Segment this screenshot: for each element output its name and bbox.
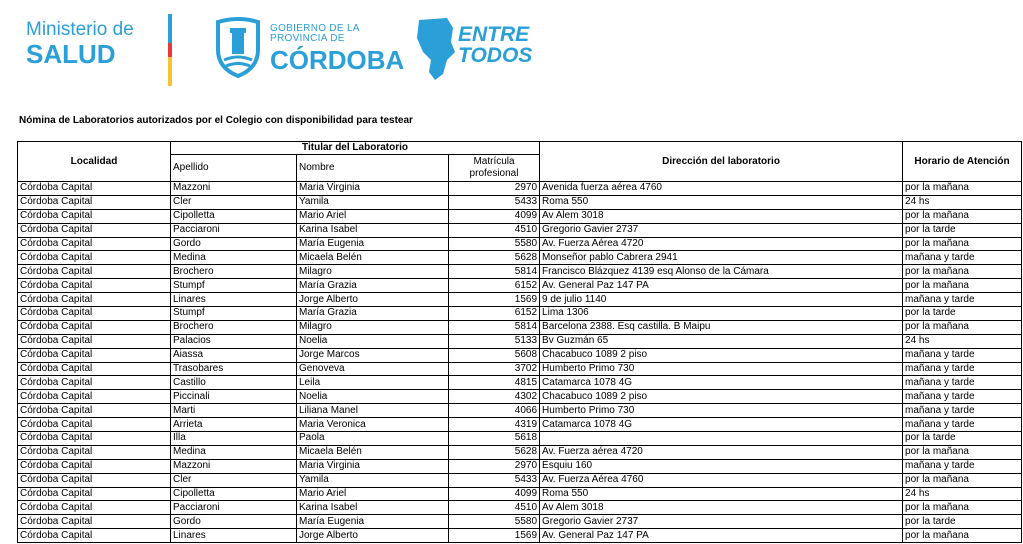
cell-localidad: Córdoba Capital	[18, 362, 171, 376]
cell-nombre: Genoveva	[297, 362, 449, 376]
cell-localidad: Córdoba Capital	[18, 265, 171, 279]
cell-apellido: Gordo	[171, 237, 297, 251]
table-row	[18, 445, 1022, 459]
cell-matricula: 4319	[449, 418, 540, 432]
cell-matricula: 4066	[449, 404, 540, 418]
cell-horario: por la mañana	[903, 279, 1022, 293]
cell-localidad: Córdoba Capital	[18, 390, 171, 404]
cell-localidad: Córdoba Capital	[18, 279, 171, 293]
cell-nombre: Karina Isabel	[297, 501, 449, 515]
cell-localidad: Córdoba Capital	[18, 223, 171, 237]
cell-localidad: Córdoba Capital	[18, 293, 171, 307]
ministerio-line2: SALUD	[26, 39, 116, 69]
cell-direccion: Av. Fuerza aérea 4720	[540, 445, 903, 459]
cordoba-wordmark: CÓRDOBA	[270, 45, 405, 75]
cell-horario: por la mañana	[903, 529, 1022, 543]
cell-nombre: María Eugenia	[297, 237, 449, 251]
cell-horario: por la mañana	[903, 445, 1022, 459]
table-row	[18, 473, 1022, 487]
cell-matricula: 4302	[449, 390, 540, 404]
cell-nombre: Maria Veronica	[297, 418, 449, 432]
cell-direccion	[540, 432, 903, 446]
cell-direccion: Roma 550	[540, 195, 903, 209]
table-row	[18, 293, 1022, 307]
cell-horario: por la mañana	[903, 501, 1022, 515]
cell-nombre: Micaela Belén	[297, 251, 449, 265]
cell-apellido: Cler	[171, 473, 297, 487]
table-row	[18, 404, 1022, 418]
cell-direccion: Avenida fuerza aérea 4760	[540, 182, 903, 196]
cell-direccion: Francisco Blázquez 4139 esq Alonso de la Cámara	[540, 265, 903, 279]
cell-horario: por la mañana	[903, 182, 1022, 196]
table-row	[18, 459, 1022, 473]
cell-apellido: Illa	[171, 432, 297, 446]
cell-horario: por la mañana	[903, 320, 1022, 334]
cell-apellido: Marti	[171, 404, 297, 418]
logo-divider	[168, 14, 172, 86]
ministerio-line1: Ministerio de	[26, 19, 134, 40]
table-row	[18, 348, 1022, 362]
cell-localidad: Córdoba Capital	[18, 320, 171, 334]
cell-horario: por la mañana	[903, 237, 1022, 251]
cell-direccion: Humberto Primo 730	[540, 404, 903, 418]
cell-matricula: 5814	[449, 265, 540, 279]
cell-nombre: Jorge Alberto	[297, 293, 449, 307]
cell-horario: mañana y tarde	[903, 404, 1022, 418]
cordoba-shield-icon	[210, 16, 266, 78]
cell-matricula: 2970	[449, 459, 540, 473]
cell-apellido: Mazzoni	[171, 182, 297, 196]
table-row	[18, 390, 1022, 404]
cell-horario: mañana y tarde	[903, 459, 1022, 473]
cell-direccion: Av. General Paz 147 PA	[540, 279, 903, 293]
header-titular: Titular del Laboratorio	[171, 142, 540, 155]
cell-nombre: Milagro	[297, 320, 449, 334]
cell-matricula: 5608	[449, 348, 540, 362]
cell-localidad: Córdoba Capital	[18, 237, 171, 251]
table-row	[18, 182, 1022, 196]
cell-apellido: Medina	[171, 445, 297, 459]
cell-horario: mañana y tarde	[903, 293, 1022, 307]
cell-matricula: 5580	[449, 237, 540, 251]
cell-matricula: 1569	[449, 529, 540, 543]
cell-matricula: 5628	[449, 251, 540, 265]
cell-direccion: Gregorio Gavier 2737	[540, 223, 903, 237]
cell-localidad: Córdoba Capital	[18, 529, 171, 543]
cell-direccion: Barcelona 2388. Esq castilla. B Maipu	[540, 320, 903, 334]
cell-nombre: Yamila	[297, 195, 449, 209]
cell-apellido: Brochero	[171, 320, 297, 334]
cell-nombre: Yamila	[297, 473, 449, 487]
cell-localidad: Córdoba Capital	[18, 418, 171, 432]
cell-direccion: Humberto Primo 730	[540, 362, 903, 376]
cell-apellido: Palacios	[171, 334, 297, 348]
table-row	[18, 195, 1022, 209]
cell-nombre: Mario Ariel	[297, 209, 449, 223]
cell-horario: por la mañana	[903, 473, 1022, 487]
cell-nombre: Paola	[297, 432, 449, 446]
cell-nombre: María Grazia	[297, 307, 449, 321]
cell-matricula: 5628	[449, 445, 540, 459]
cell-apellido: Gordo	[171, 515, 297, 529]
table-row	[18, 307, 1022, 321]
cell-matricula: 3702	[449, 362, 540, 376]
table-row	[18, 515, 1022, 529]
cell-matricula: 1569	[449, 293, 540, 307]
cell-apellido: Medina	[171, 251, 297, 265]
table-row	[18, 334, 1022, 348]
cell-nombre: María Eugenia	[297, 515, 449, 529]
cell-direccion: Bv Guzmán 65	[540, 334, 903, 348]
table-row	[18, 237, 1022, 251]
cell-horario: por la tarde	[903, 307, 1022, 321]
table-row	[18, 209, 1022, 223]
table-row	[18, 251, 1022, 265]
cell-direccion: Roma 550	[540, 487, 903, 501]
cell-horario: por la mañana	[903, 265, 1022, 279]
cell-localidad: Córdoba Capital	[18, 501, 171, 515]
cell-nombre: María Grazia	[297, 279, 449, 293]
cell-horario: mañana y tarde	[903, 348, 1022, 362]
cell-nombre: Liliana Manel	[297, 404, 449, 418]
cell-localidad: Córdoba Capital	[18, 515, 171, 529]
cell-localidad: Córdoba Capital	[18, 307, 171, 321]
table-row	[18, 223, 1022, 237]
page-header	[0, 0, 1023, 100]
cell-direccion: 9 de julio 1140	[540, 293, 903, 307]
header-nombre: Nombre	[297, 155, 449, 182]
cell-direccion: Av. General Paz 147 PA	[540, 529, 903, 543]
cell-matricula: 4815	[449, 376, 540, 390]
cell-localidad: Córdoba Capital	[18, 182, 171, 196]
cell-direccion: Gregorio Gavier 2737	[540, 515, 903, 529]
header-horario: Horario de Atención	[903, 142, 1022, 182]
cell-localidad: Córdoba Capital	[18, 348, 171, 362]
header-direccion: Dirección del laboratorio	[540, 142, 903, 182]
cell-nombre: Milagro	[297, 265, 449, 279]
cell-nombre: Maria Virginia	[297, 459, 449, 473]
header-matricula: Matrícula profesional	[449, 155, 540, 182]
cell-localidad: Córdoba Capital	[18, 404, 171, 418]
table-row	[18, 362, 1022, 376]
cell-localidad: Córdoba Capital	[18, 473, 171, 487]
table-row	[18, 418, 1022, 432]
todos-word: TODOS	[458, 44, 533, 67]
cell-horario: por la mañana	[903, 209, 1022, 223]
cell-horario: mañana y tarde	[903, 390, 1022, 404]
cell-nombre: Jorge Alberto	[297, 529, 449, 543]
cell-horario: mañana y tarde	[903, 251, 1022, 265]
cell-direccion: Catamarca 1078 4G	[540, 418, 903, 432]
cell-apellido: Stumpf	[171, 307, 297, 321]
table-row	[18, 320, 1022, 334]
cell-matricula: 5133	[449, 334, 540, 348]
cell-matricula: 2970	[449, 182, 540, 196]
table-row	[18, 279, 1022, 293]
header-localidad: Localidad	[18, 142, 171, 182]
cell-matricula: 4510	[449, 223, 540, 237]
cell-localidad: Córdoba Capital	[18, 209, 171, 223]
cell-nombre: Micaela Belén	[297, 445, 449, 459]
cell-matricula: 4099	[449, 487, 540, 501]
cell-nombre: Jorge Marcos	[297, 348, 449, 362]
cell-matricula: 5618	[449, 432, 540, 446]
cell-apellido: Cipolletta	[171, 487, 297, 501]
cell-apellido: Castillo	[171, 376, 297, 390]
cell-direccion: Lima 1306	[540, 307, 903, 321]
cell-matricula: 4510	[449, 501, 540, 515]
gobierno-line2: PROVINCIA DE	[270, 33, 345, 44]
table-row	[18, 265, 1022, 279]
laboratorios-table	[17, 141, 1022, 543]
cell-nombre: Leila	[297, 376, 449, 390]
cell-apellido: Linares	[171, 529, 297, 543]
header-apellido: Apellido	[171, 155, 297, 182]
cell-nombre: Noelia	[297, 390, 449, 404]
cell-matricula: 5814	[449, 320, 540, 334]
cell-localidad: Córdoba Capital	[18, 487, 171, 501]
cell-direccion: Esquiu 160	[540, 459, 903, 473]
cell-direccion: Av. Fuerza Aérea 4720	[540, 237, 903, 251]
cell-apellido: Linares	[171, 293, 297, 307]
cell-horario: 24 hs	[903, 195, 1022, 209]
cell-localidad: Córdoba Capital	[18, 445, 171, 459]
cell-horario: 24 hs	[903, 334, 1022, 348]
entre-word: ENTRE	[458, 23, 530, 46]
cell-apellido: Pacciaroni	[171, 501, 297, 515]
cell-horario: por la tarde	[903, 223, 1022, 237]
cell-matricula: 5433	[449, 473, 540, 487]
cell-apellido: Aiassa	[171, 348, 297, 362]
cell-horario: mañana y tarde	[903, 362, 1022, 376]
cell-matricula: 4099	[449, 209, 540, 223]
cell-matricula: 6152	[449, 279, 540, 293]
cell-apellido: Brochero	[171, 265, 297, 279]
cell-direccion: Av. Fuerza Aérea 4760	[540, 473, 903, 487]
cell-apellido: Cipolletta	[171, 209, 297, 223]
cell-localidad: Córdoba Capital	[18, 251, 171, 265]
cell-horario: por la tarde	[903, 432, 1022, 446]
cell-direccion: Chacabuco 1089 2 piso	[540, 390, 903, 404]
cell-direccion: Av Alem 3018	[540, 209, 903, 223]
cell-apellido: Piccinali	[171, 390, 297, 404]
cell-nombre: Noelia	[297, 334, 449, 348]
gobierno-line1: GOBIERNO DE LA	[270, 23, 360, 34]
cell-matricula: 5433	[449, 195, 540, 209]
cell-apellido: Mazzoni	[171, 459, 297, 473]
cell-localidad: Córdoba Capital	[18, 432, 171, 446]
entre-todos-logo	[458, 24, 532, 66]
cell-apellido: Stumpf	[171, 279, 297, 293]
document-title: Nómina de Laboratorios autorizados por el Colegio con disponibilidad para testear	[19, 115, 413, 126]
gobierno-cordoba-logo	[270, 24, 404, 73]
table-body	[18, 182, 1022, 543]
cell-horario: 24 hs	[903, 487, 1022, 501]
table-row	[18, 487, 1022, 501]
table-row	[18, 529, 1022, 543]
cell-localidad: Córdoba Capital	[18, 376, 171, 390]
cell-nombre: Mario Ariel	[297, 487, 449, 501]
cell-direccion: Chacabuco 1089 2 piso	[540, 348, 903, 362]
cell-localidad: Córdoba Capital	[18, 195, 171, 209]
table-row	[18, 432, 1022, 446]
province-map-icon	[413, 16, 457, 82]
cell-apellido: Pacciaroni	[171, 223, 297, 237]
cell-matricula: 5580	[449, 515, 540, 529]
cell-direccion: Av Alem 3018	[540, 501, 903, 515]
table-row	[18, 501, 1022, 515]
cell-direccion: Monseñor pablo Cabrera 2941	[540, 251, 903, 265]
table-row	[18, 376, 1022, 390]
cell-localidad: Córdoba Capital	[18, 459, 171, 473]
cell-horario: por la tarde	[903, 515, 1022, 529]
ministerio-salud-logo	[26, 20, 134, 67]
cell-apellido: Trasobares	[171, 362, 297, 376]
cell-horario: mañana y tarde	[903, 418, 1022, 432]
cell-localidad: Córdoba Capital	[18, 334, 171, 348]
cell-nombre: Karina Isabel	[297, 223, 449, 237]
cell-horario: mañana y tarde	[903, 376, 1022, 390]
cell-apellido: Cler	[171, 195, 297, 209]
cell-direccion: Catamarca 1078 4G	[540, 376, 903, 390]
cell-apellido: Arrieta	[171, 418, 297, 432]
cell-matricula: 6152	[449, 307, 540, 321]
cell-nombre: Maria Virginia	[297, 182, 449, 196]
